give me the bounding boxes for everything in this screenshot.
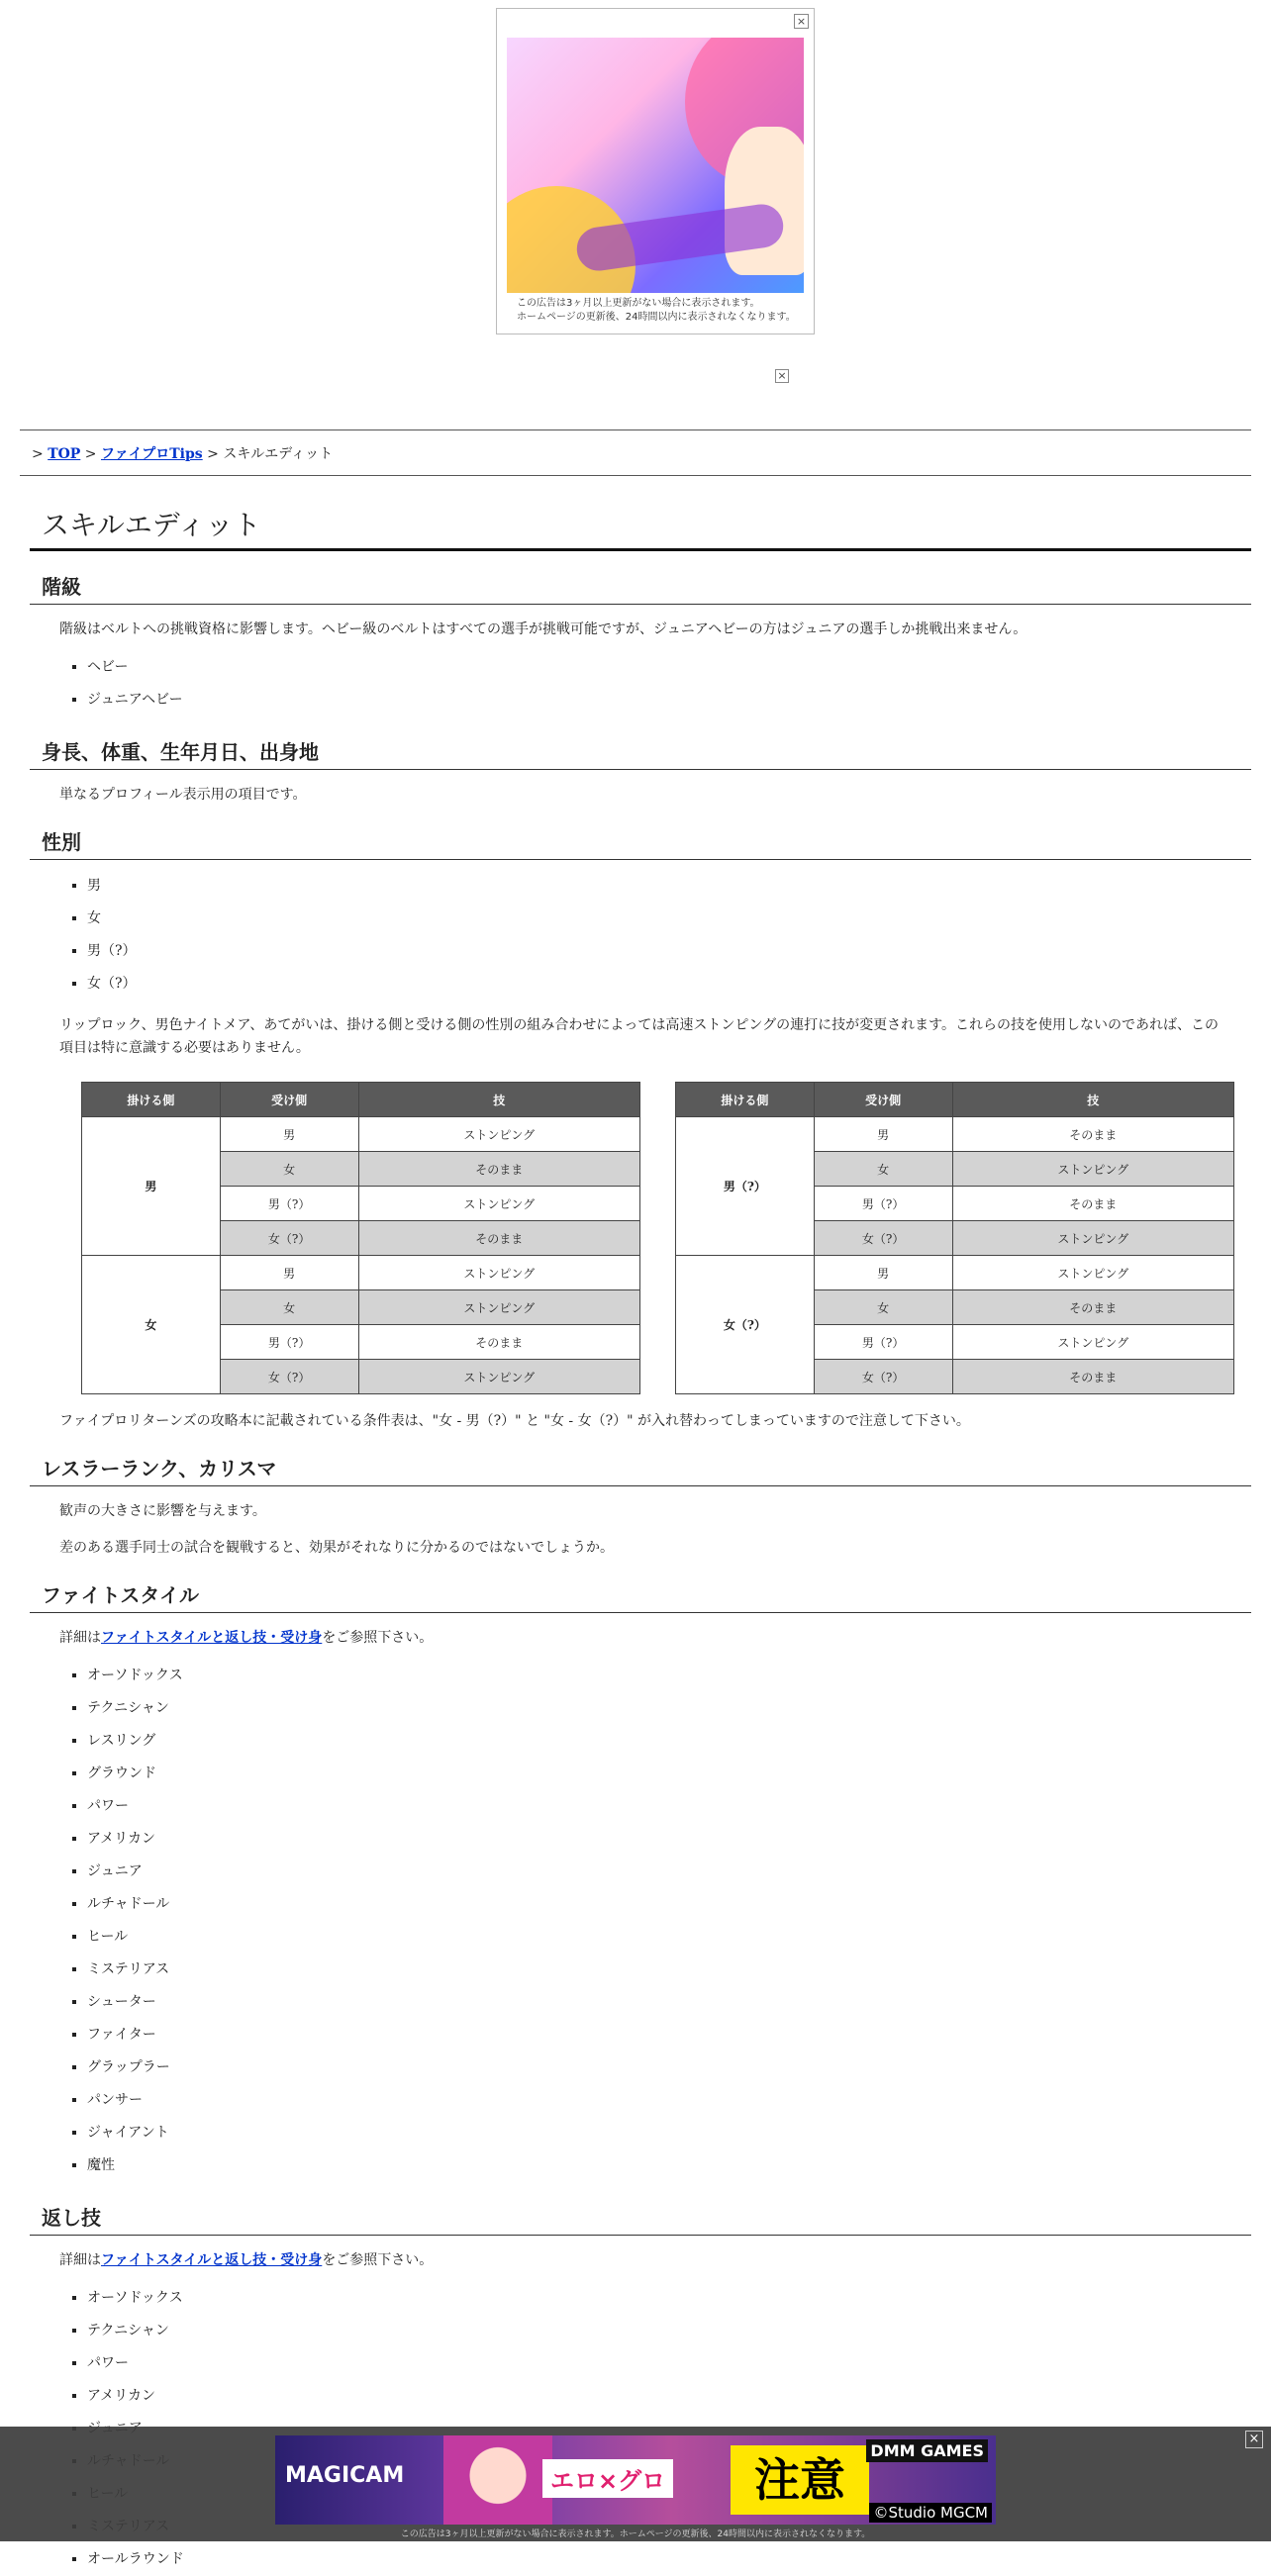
page-title: スキルエディット	[30, 507, 1251, 551]
ad-close-icon[interactable]: ×	[775, 369, 789, 383]
move-cell: そのまま	[358, 1325, 639, 1360]
fightstyle-list	[30, 1660, 1251, 2182]
bottom-ad-caption: この広告は3ヶ月以上更新がない場合に表示されます。ホームページの更新後、24時間以内に表示されなくなります。	[400, 2529, 871, 2539]
list-item: ▪ ジャイアント	[87, 2117, 1251, 2149]
gender-table-left	[81, 1082, 640, 1394]
breadcrumb: > TOP > ファイプロTips > スキルエディット	[20, 429, 1251, 476]
list-item: ▪ アメリカン	[87, 2380, 1251, 2413]
list-item: ▪ ルチャドール	[87, 1888, 1251, 1921]
close-icon[interactable]: ×	[1245, 2431, 1263, 2448]
attacker-cell: 女（?）	[676, 1256, 815, 1394]
move-cell: そのまま	[952, 1290, 1233, 1325]
list-item: ▪ 男（?）	[87, 935, 1251, 968]
list-item: ▪ パンサー	[87, 2084, 1251, 2117]
move-cell: そのまま	[952, 1117, 1233, 1152]
receiver-cell: 女（?）	[220, 1360, 358, 1394]
list-item: ▪ ミステリアス	[87, 1954, 1251, 1986]
move-cell: そのまま	[358, 1152, 639, 1187]
list-item: ▪ 男	[87, 870, 1251, 903]
counter-text: 詳細はファイトスタイルと返し技・受け身をご参照下さい。	[59, 2252, 434, 2268]
table-row	[82, 1256, 640, 1290]
list-item: ▪ ヒール	[87, 1921, 1251, 1954]
charisma-text-1: 歓声の大きさに影響を与えます。	[59, 1503, 266, 1519]
receiver-cell: 男（?）	[814, 1187, 952, 1221]
list-item: ▪ ジュニアヘビー	[87, 684, 1251, 716]
list-item: ▪ グラップラー	[87, 2051, 1251, 2084]
table-row	[676, 1117, 1234, 1152]
receiver-cell: 男	[814, 1117, 952, 1152]
gender-note: ファイプロリターンズの攻略本に記載されている条件表は、"女 - 男（?）" と "女 - 女（?）" が入れ替わってしまっていますので注意して下さい。	[59, 1413, 970, 1429]
list-item: ▪ アメリカン	[87, 1823, 1251, 1856]
gender-list	[30, 870, 1251, 1001]
move-cell: そのまま	[952, 1187, 1233, 1221]
section-heading-rank: 階級	[30, 573, 1251, 605]
move-cell: ストンピング	[358, 1290, 639, 1325]
receiver-cell: 男	[814, 1256, 952, 1290]
move-cell: そのまま	[358, 1221, 639, 1256]
receiver-cell: 女	[220, 1290, 358, 1325]
move-cell: ストンピング	[952, 1221, 1233, 1256]
table-header: 技	[952, 1083, 1233, 1117]
section-heading-charisma: レスラーランク、カリスマ	[30, 1455, 1251, 1486]
receiver-cell: 男	[220, 1256, 358, 1290]
receiver-cell: 男（?）	[220, 1325, 358, 1360]
section-heading-fightstyle: ファイトスタイル	[30, 1581, 1251, 1613]
list-item: ▪ ジュニア	[87, 1856, 1251, 1888]
ad-caption: この広告は3ヶ月以上更新がない場合に表示されます。 ホームページの更新後、24時間以内に表示されなくなります。	[517, 298, 796, 323]
list-item: ▪ 女	[87, 903, 1251, 935]
list-item: ▪ ヘビー	[87, 651, 1251, 684]
fightstyle-link[interactable]: ファイトスタイルと返し技・受け身	[101, 1630, 323, 1646]
rank-list	[30, 651, 1251, 716]
move-cell: そのまま	[952, 1360, 1233, 1394]
counter-link[interactable]: ファイトスタイルと返し技・受け身	[101, 2252, 323, 2268]
table-header: 掛ける側	[82, 1083, 221, 1117]
rank-text: 階級はベルトへの挑戦資格に影響します。ヘビー級のベルトはすべての選手が挑戦可能ですが、ジュニアヘビーの方はジュニアの選手しか挑戦出来ません。	[59, 621, 1027, 637]
fightstyle-text: 詳細はファイトスタイルと返し技・受け身をご参照下さい。	[59, 1630, 434, 1646]
breadcrumb-tips-link[interactable]: ファイプロTips	[100, 446, 203, 462]
table-header: 技	[358, 1083, 639, 1117]
breadcrumb-current: スキルエディット	[223, 446, 334, 462]
ad-image[interactable]	[507, 38, 804, 293]
section-heading-counter: 返し技	[30, 2204, 1251, 2236]
list-item: ▪ オーソドックス	[87, 2282, 1251, 2315]
list-item: ▪ 魔性	[87, 2149, 1251, 2182]
move-cell: ストンピング	[358, 1360, 639, 1394]
main-content	[30, 495, 1251, 2576]
table-row	[82, 1117, 640, 1152]
bottom-banner-ad[interactable]: MAGICAM エロ×グロ 注意 DMM GAMES ©Studio MGCM	[275, 2435, 996, 2525]
gender-text: リップロック、男色ナイトメア、あてがいは、掛ける側と受ける側の性別の組み合わせによっては高速ストンピングの連打に技が変更されます。これらの技を使用しないのであれば、この項目は特に意識する必要はありません。	[59, 1017, 1219, 1056]
gender-table-right	[675, 1082, 1234, 1394]
attacker-cell: 男（?）	[676, 1117, 815, 1256]
move-cell: ストンピング	[952, 1152, 1233, 1187]
move-cell: ストンピング	[358, 1117, 639, 1152]
attacker-cell: 男	[82, 1117, 221, 1256]
table-header: 受け側	[220, 1083, 358, 1117]
section-heading-profile: 身長、体重、生年月日、出身地	[30, 738, 1251, 770]
move-cell: ストンピング	[952, 1256, 1233, 1290]
receiver-cell: 女	[220, 1152, 358, 1187]
table-header: 受け側	[814, 1083, 952, 1117]
list-item: ▪ オールラウンド	[87, 2543, 1251, 2576]
charisma-text-2: 差のある選手同士の試合を観戦すると、効果がそれなりに分かるのではないでしょうか。	[59, 1540, 614, 1556]
profile-text: 単なるプロフィール表示用の項目です。	[59, 787, 307, 803]
top-advertisement[interactable]	[496, 8, 815, 334]
table-header: 掛ける側	[676, 1083, 815, 1117]
gender-tables	[30, 1082, 1251, 1396]
list-item: ▪ レスリング	[87, 1725, 1251, 1758]
receiver-cell: 女（?）	[814, 1221, 952, 1256]
receiver-cell: 女	[814, 1152, 952, 1187]
list-item: ▪ オーソドックス	[87, 1660, 1251, 1692]
receiver-cell: 女	[814, 1290, 952, 1325]
receiver-cell: 女（?）	[814, 1360, 952, 1394]
list-item: ▪ シューター	[87, 1986, 1251, 2019]
list-item: ▪ パワー	[87, 2347, 1251, 2380]
receiver-cell: 男（?）	[220, 1187, 358, 1221]
receiver-cell: 女（?）	[220, 1221, 358, 1256]
breadcrumb-top-link[interactable]: TOP	[48, 446, 81, 462]
bottom-ad-bar	[0, 2427, 1271, 2541]
list-item: ▪ パワー	[87, 1790, 1251, 1823]
list-item: ▪ テクニシャン	[87, 2315, 1251, 2347]
move-cell: ストンピング	[952, 1325, 1233, 1360]
table-header-row	[676, 1083, 1234, 1117]
table-row	[676, 1256, 1234, 1290]
receiver-cell: 男	[220, 1117, 358, 1152]
section-heading-gender: 性別	[30, 828, 1251, 860]
attacker-cell: 女	[82, 1256, 221, 1394]
list-item: ▪ グラウンド	[87, 1758, 1251, 1790]
table-header-row	[82, 1083, 640, 1117]
list-item: ▪ テクニシャン	[87, 1692, 1251, 1725]
list-item: ▪ ファイター	[87, 2019, 1251, 2051]
move-cell: ストンピング	[358, 1187, 639, 1221]
close-icon[interactable]: ×	[794, 14, 809, 29]
receiver-cell: 男（?）	[814, 1325, 952, 1360]
list-item: ▪ 女（?）	[87, 968, 1251, 1001]
move-cell: ストンピング	[358, 1256, 639, 1290]
